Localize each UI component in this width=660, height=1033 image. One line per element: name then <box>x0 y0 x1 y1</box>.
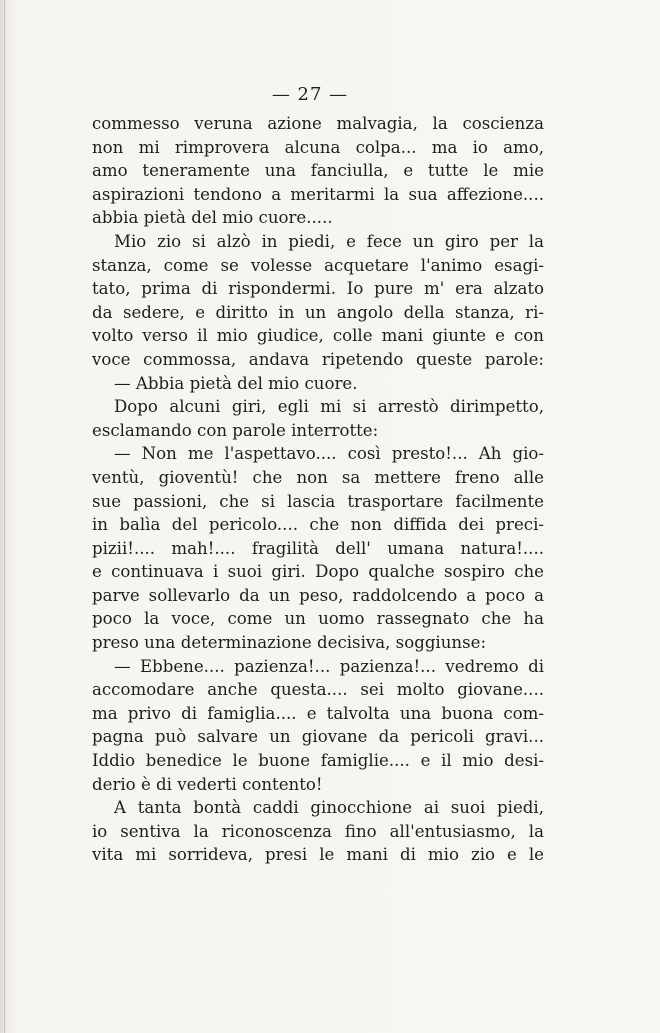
text-line: accomodare anche questa.... sei molto giovane.... <box>92 680 544 700</box>
text-line: derio è di vederti contento! <box>92 774 323 794</box>
text-line: stanza, come se volesse acquetare l'animo esagi- <box>92 255 544 275</box>
text-line: tato, prima di rispondermi. Io pure m' era alzato <box>92 279 544 299</box>
text-line: poco la voce, come un uomo rassegnato che ha <box>92 609 544 629</box>
text-line: vita mi sorrideva, presi le mani di mio zio e le <box>92 845 544 865</box>
text-line: aspirazioni tendono a meritarmi la sua affezione.... <box>92 184 544 204</box>
text-line: amo teneramente una fanciulla, e tutte le mie <box>92 161 544 181</box>
text-line: — Ebbene.... pazienza!... pazienza!... vedremo di <box>114 656 544 676</box>
text-line: esclamando con parole interrotte: <box>92 420 379 440</box>
text-line: non mi rimprovera alcuna colpa... ma io amo, <box>92 137 544 157</box>
text-line: volto verso il mio giudice, colle mani giunte e con <box>92 326 544 346</box>
text-line: preso una determinazione decisiva, soggiunse: <box>92 633 487 653</box>
page-number: — 27 — <box>271 84 349 105</box>
text-line: Dopo alcuni giri, egli mi si arrestò dirimpetto, <box>114 397 544 417</box>
page-edge <box>4 0 5 1033</box>
text-line: sue passioni, che si lascia trasportare facilmente <box>92 491 544 511</box>
text-line: ventù, gioventù! che non sa mettere freno alle <box>92 467 544 487</box>
text-line: commesso veruna azione malvagia, la coscienza <box>92 114 544 133</box>
text-line: voce commossa, andava ripetendo queste parole: <box>92 349 544 369</box>
text-line: — Abbia pietà del mio cuore. <box>114 373 358 393</box>
text-line: Iddio benedice le buone famiglie.... e il mio desi- <box>92 751 544 771</box>
text-line: abbia pietà del mio cuore..... <box>92 208 333 228</box>
body-text <box>92 112 544 867</box>
text-line: pizii!.... mah!.... fragilità dell' umana natura!.... <box>92 538 544 558</box>
text-line: Mio zio si alzò in piedi, e fece un giro per la <box>114 231 544 251</box>
text-line: in balìa del pericolo.... che non diffida dei preci- <box>92 515 544 535</box>
text-line: da sedere, e diritto in un angolo della stanza, ri- <box>92 302 544 322</box>
text-line: A tanta bontà caddi ginocchione ai suoi piedi, <box>114 798 544 818</box>
text-line: pagna può salvare un giovane da pericoli gravi... <box>92 727 544 747</box>
text-line: e continuava i suoi giri. Dopo qualche sospiro che <box>92 562 544 582</box>
text-line: parve sollevarlo da un peso, raddolcendo a poco a <box>92 585 544 605</box>
text-line: — Non me l'aspettavo.... così presto!... Ah gio- <box>114 444 544 464</box>
text-line: io sentiva la riconoscenza fino all'entusiasmo, la <box>92 821 544 841</box>
text-line: ma privo di famiglia.... e talvolta una buona com- <box>92 703 544 723</box>
